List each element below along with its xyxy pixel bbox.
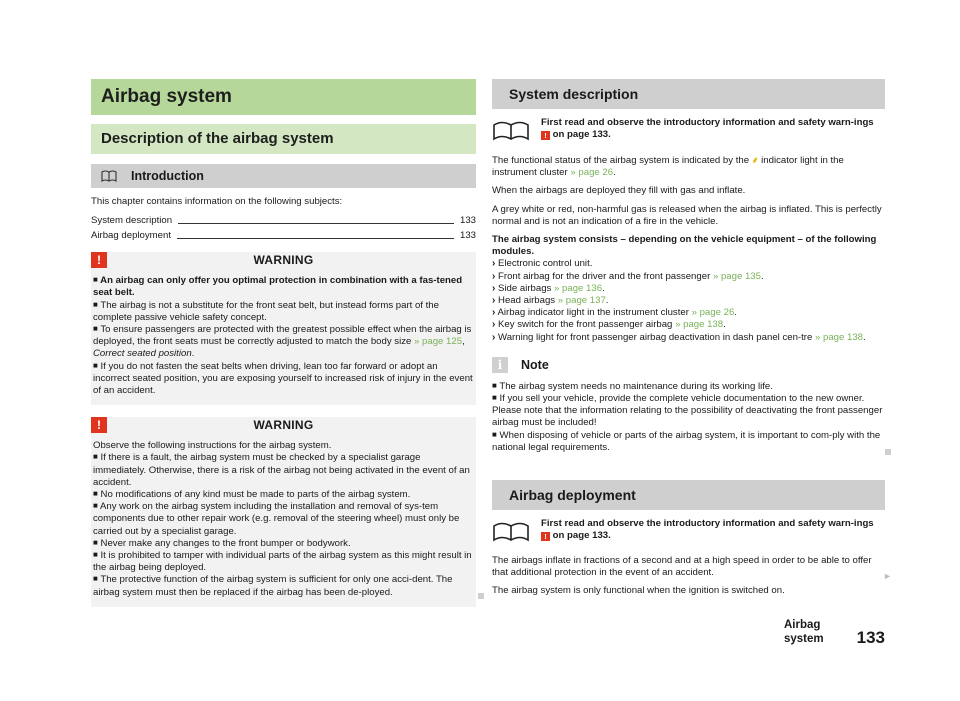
airbag-indicator-icon: ⸙ — [751, 155, 759, 165]
note-item: ■ When disposing of vehicle or parts of the airbag system, it is important to com-ply with the national legal requirements. — [492, 429, 881, 453]
warning-item: ■ No modifications of any kind must be made to parts of the airbag system. — [93, 489, 411, 501]
warning-lead: Observe the following instructions for the airbag system. — [93, 440, 332, 452]
note-item: ■ The airbag system needs no maintenance during its working life. — [492, 380, 773, 392]
warning-header — [91, 252, 476, 270]
list-item: › Airbag indicator light in the instrument cluster » page 26. — [492, 307, 737, 319]
paragraph: The airbags inflate in fractions of a second and at a high speed in order to be able to offer that additional protection in the event of an accident. — [492, 555, 872, 579]
left-column — [91, 79, 476, 607]
page-link[interactable]: » page 125 — [414, 336, 463, 348]
note-item: ■ If you sell your vehicle, provide the complete vehicle documentation to the new owner. Please note that the information relating to the possibility of deactivating the front passenger airbag must be included! — [492, 393, 883, 429]
paragraph: A grey white or red, non-harmful gas is released when the airbag is inflated. This is perfectly normal and is not an indication of a fire in the vehicle. — [492, 203, 882, 227]
read-first-note: First read and observe the introductory information and safety warn-ings ! on page 133. — [492, 117, 885, 146]
warning-item: ■ It is prohibited to tamper with individual parts of the airbag system as this might result in the airbag being deployed. — [93, 550, 472, 574]
warning-item: ■ If you do not fasten the seat belts when driving, lean too far forward or adopt an incorrect seated position, you are exposing yourself to increased risk of injury in the event of an accident. — [93, 360, 473, 397]
toc-page: 133 — [459, 230, 476, 242]
book-icon — [492, 518, 532, 547]
warning-item: ■ Any work on the airbag system including the installation and removal of sys-tem components due to other repair work (e.g. removal of the steering wheel) must only be carried out by a specialist garage. — [93, 501, 460, 537]
continue-icon: ► — [883, 571, 892, 581]
list-item: › Front airbag for the driver and the front passenger » page 135. — [492, 270, 764, 282]
book-icon — [101, 170, 121, 182]
toc-row[interactable] — [91, 229, 476, 242]
paragraph: The airbag system is only functional when the ignition is switched on. — [492, 585, 785, 597]
toc-label: System description — [91, 215, 173, 227]
table-of-contents — [91, 214, 476, 242]
warning-item: ■ The protective function of the airbag system is sufficient for only one acci-dent. The airbag system must then be replaced if the airbag has been de-ployed. — [93, 574, 453, 598]
page-link[interactable]: » page 26 — [691, 307, 735, 319]
read-first-note: First read and observe the introductory information and safety warn-ings ! on page 133. — [492, 518, 885, 547]
warning-item: ■ The airbag is not a substitute for the front seat belt, but instead forms part of the complete passive vehicle safety concept. — [93, 299, 439, 323]
list-item: › Key switch for the front passenger airbag » page 138. — [492, 319, 726, 331]
note-body — [492, 381, 885, 454]
page-number: 133 — [856, 628, 885, 647]
warning-item: ■ Never make any changes to the front bumper or bodywork. — [93, 537, 351, 549]
page-link[interactable]: » page 137 — [557, 295, 606, 307]
introduction-title: Introduction — [131, 169, 204, 183]
page-link[interactable]: » page 138 — [814, 331, 863, 343]
page-footer — [784, 619, 885, 647]
page-link[interactable]: » page 138 — [675, 319, 724, 331]
warning-icon: ! — [91, 252, 107, 268]
section-end-mark — [478, 593, 484, 599]
warning-icon: ! — [541, 131, 550, 140]
toc-row[interactable] — [91, 214, 476, 227]
warning-header — [91, 417, 476, 435]
list-item: › Side airbags » page 136. — [492, 282, 605, 294]
warning-box-2 — [91, 417, 476, 607]
warning-item: ■ To ensure passengers are protected with the greatest possible effect when the airbag is deployed, the front seats must be correctly adjusted to match the body size » page 125, Correct seated position. — [93, 324, 472, 360]
list-item: › Electronic control unit. — [492, 258, 593, 270]
toc-leader — [178, 223, 454, 224]
intro-lead: This chapter contains information on the following subjects: — [91, 196, 343, 207]
modules-list — [492, 258, 885, 343]
section-reference: Correct seated position — [93, 348, 192, 360]
section-end-mark — [885, 449, 891, 455]
warning-icon: ! — [91, 417, 107, 433]
toc-leader — [177, 238, 454, 239]
paragraph: The functional status of the airbag system is indicated by the ⸙ indicator light in the instrument cluster » page 26. — [492, 155, 844, 179]
page-link[interactable]: » page 136 — [554, 282, 603, 294]
book-icon — [492, 117, 532, 146]
right-column — [492, 79, 885, 598]
warning-box-1 — [91, 252, 476, 405]
note-header — [492, 355, 885, 375]
introduction-header — [91, 164, 476, 188]
warning-item: ■ An airbag can only offer you optimal protection in combination with a fas-tened seat belt. — [93, 275, 463, 299]
section-title: Description of the airbag system — [91, 124, 476, 154]
list-item: › Head airbags » page 137. — [492, 295, 609, 307]
warning-title: WARNING — [253, 253, 314, 268]
toc-page: 133 — [459, 215, 476, 227]
list-item: › Warning light for front passenger airbag deactivation in dash panel cen-tre » page 138. — [492, 331, 866, 343]
page-link[interactable]: » page 26 — [570, 167, 614, 179]
footer-chapter: Airbag system — [784, 619, 824, 645]
warning-icon: ! — [541, 532, 550, 541]
info-icon: i — [492, 357, 508, 373]
chapter-title: Airbag system — [91, 79, 476, 115]
warning-item: ■ If there is a fault, the airbag system must be checked by a specialist garage immediately. Otherwise, there is a risk of the airbag not being activated in the event of an accident. — [93, 452, 470, 488]
system-description-title: System description — [492, 79, 885, 109]
modules-title: The airbag system consists – depending on the vehicle equipment – of the following modules. — [492, 234, 877, 258]
toc-label: Airbag deployment — [91, 230, 171, 242]
note-title: Note — [521, 357, 549, 372]
warning-title: WARNING — [253, 418, 314, 433]
paragraph: When the airbags are deployed they fill with gas and inflate. — [492, 185, 746, 197]
airbag-deployment-title: Airbag deployment — [492, 480, 885, 510]
page-link[interactable]: » page 135 — [712, 270, 761, 282]
